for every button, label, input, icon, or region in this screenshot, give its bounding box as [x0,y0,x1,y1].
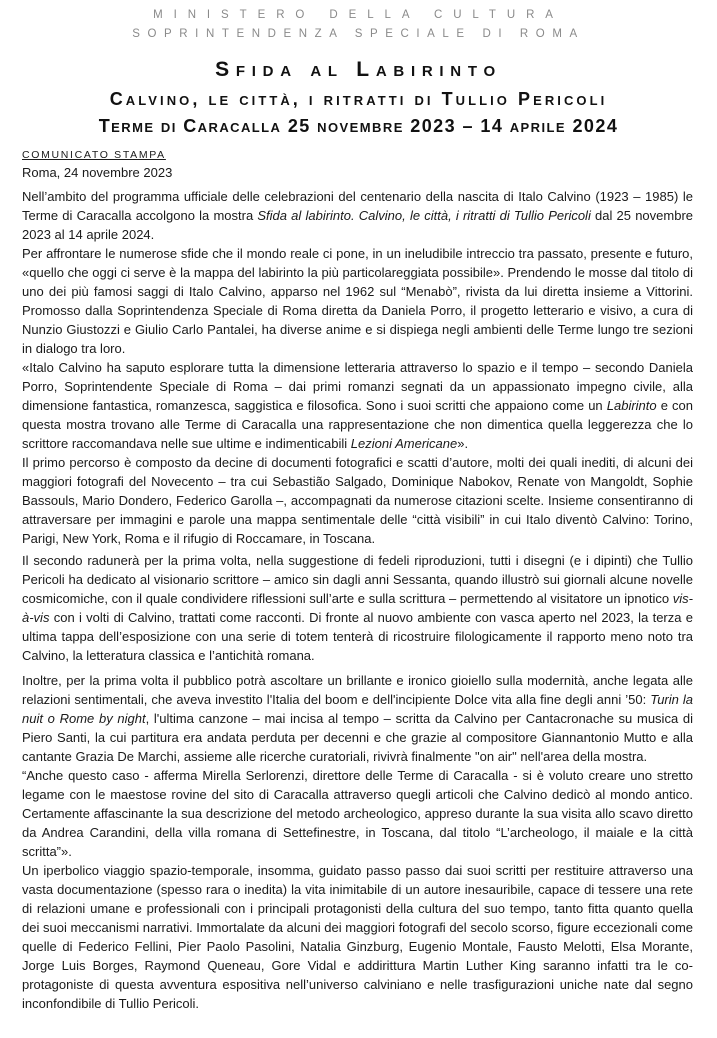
exhibition-title: Sfida al Labirinto [215,58,502,81]
paragraph-text: ». [457,436,469,451]
paragraph-text: , l'ultima canzone – mai incisa al tempo – scritta da Calvino per Cantacronache su musica di Piero Santi, la cui partitura era andata perduta per decenni e che grazie al compositore Giannantonio Mutto e alla cantante Grazia De Marchi, assieme alle ricerche curatoriali, rivivrà finalmente "on air" nell'area della mostra. [22,711,693,764]
italic-vis-a-vis: vis-à-vis [22,591,693,625]
venue-and-dates: Terme di Caracalla 25 novembre 2023 – 14 aprile 2024 [98,116,619,136]
paragraph-text: dal 25 novembre 2023 al 14 aprile 2024. [22,208,694,242]
paragraph-labyrinth-map: Per affrontare le numerose sfide che il mondo reale ci pone, in un ineludibile intreccio tra passato, presente e futuro, «quello che oggi ci serve è la mappa del labirinto la più particolareggiata possibile». Prendendo le mosse dal titolo di uno dei più famosi saggi di Italo Calvino, apparso nel 1962 sul “Menabò”, rivista da lui diretta insieme a Vittorini. Promosso dalla Soprintendenza Speciale di Roma diretta da Daniela Porro, il progetto letterario e visivo, a cura di Nunzio Giustozzi e Giulio Carlo Pantalei, ha diverse anime e si dispiega negli ambienti delle Terme lungo tre sezioni in dialogo tra loro. [22,246,693,356]
paragraph-text: Nell’ambito del programma ufficiale delle celebrazioni del centenario della nascita di Italo Calvino (1923 – 1985) le Terme di Caracalla accolgono la mostra [22,189,693,223]
body-block-2 [22,551,693,665]
paragraph-conclusion: Un iperbolico viaggio spazio-temporale, insomma, guidato passo passo dai suoi scritti per restituire attraverso una vasta documentazione (spesso rara o inedita) la vita inimitabile di un autore inesauribile, capace di tessere una rete di relazioni umane e professionali con i principali protagonisti della cultura del suo tempo, tanto fitta quanto quella dei suoi meccanismi narrativi. Immortalate da alcuni dei maggiori fotografi del secolo scorso, figure eccezionali come quelle di Federico Fellini, Pier Paolo Pasolini, Natalia Ginzburg, Eugenio Montale, Fausto Melotti, Elsa Morante, Jorge Luis Borges, Raymond Queneau, Gore Vidal e addirittura Martin Luther King saranno infatti tra le co-protagoniste di questa avventura espositiva nell’universo calviniano e nelle trasfigurazioni uniche nate dal segno inconfondibile di Tullio Pericoli. [22,863,693,1011]
paragraph-song [22,671,693,766]
office-heading: SOPRINTENDENZA SPECIALE DI ROMA [132,28,585,40]
paragraph-text: Il secondo radunerà per la prima volta, nella suggestione di fedeli riproduzioni, tutti i disegni (e i dipinti) che Tullio Pericoli ha dedicato al visionario scrittore – amico sin dagli anni Sessanta, quando illustrò sui giornali alcune novelle cosmicomiche, con il quale condividere riflessioni sull’arte e sulla scrittura – permettendo al visitatore un ipnotico [22,553,693,606]
press-release-label: COMUNICATO STAMPA [22,149,166,161]
italic-song-title: Turin la nuit o Rome by night [22,692,694,726]
exhibition-subtitle: Calvino, le città, i ritratti di Tullio Pericoli [109,89,608,109]
paragraph-serlorenzi-quote: “Anche questo caso - afferma Mirella Serlorenzi, direttore delle Terme di Caracalla - si è voluto creare uno stretto legame con le maestose rovine del sito di Caracalla attraverso quegli articoli che Calvino dedicò al mondo antico. Certamente affascinante la sua descrizione del metodo archeologico, appreso durante la sua visita allo scavo diretto da Andrea Carandini, della villa romana di Settefinestre, in Toscana, dal titolo “L’archeologo, il maiale e la città scritta”». [22,768,693,859]
paragraph-text: Inoltre, per la prima volta il pubblico potrà ascoltare un brillante e ironico gioiello sulla modernità, anche legata alle relazioni sentimentali, che aveva investito l'Italia del boom e dell'incipiente Dolce vita alla fine degli anni ’50: [22,673,693,707]
paragraph-text: e con questa mostra trovano alle Terme di Caracalla una rappresentazione che non dimentica quella leggerezza che lo scrittore raccomandava nelle sue ultime e indimenticabili [22,398,693,451]
paragraph-second-section [22,551,693,665]
paragraph-text: «Italo Calvino ha saputo esplorare tutta la dimensione letteraria attraverso lo spazio e il tempo – secondo Daniela Porro, Soprintendente Speciale di Roma – dai primi romanzi segnati da un appassionato impegno civile, alla dimensione fantastica, romanzesca, saggistica e filosofica. Sono i suoi scritti che appaiono come un [22,360,693,413]
release-date: Roma, 24 novembre 2023 [22,165,173,180]
paragraph-intro [22,187,693,244]
ministry-heading: MINISTERO DELLA CULTURA [153,9,564,21]
paragraph-porro-quote [22,358,693,453]
exhibition-title-italic: Sfida al labirinto. Calvino, le città, i ritratti di Tullio Pericoli [257,208,591,223]
italic-labirinto: Labirinto [606,398,657,413]
body-block-1 [22,187,693,548]
paragraph-text: con i volti di Calvino, trattati come racconti. Di fronte al nuovo ambiente con vasca aperto nel 2023, la terza e ultima tappa dell’esposizione con una serie di totem tenterà di ricostruire filologicamente il rapporto meno noto tra Calvino, la letteratura classica e l’antichità romana. [22,610,693,663]
paragraph-first-section: Il primo percorso è composto da decine di documenti fotografici e scatti d’autore, molti dei quali inediti, di alcuni dei maggiori fotografi del Novecento – tra cui Sebastião Salgado, Dominique Nabokov, Renate von Mangoldt, Sophie Bassouls, Mario Dondero, Federico Garolla –, accompagnati da numerose citazioni scelte. Insieme consentiranno di attraversare per immagini e parole una mappa sentimentale delle “città visibili” in cui Italo diventò Calvino: Torino, Parigi, New York, Roma e il rifugio di Roccamare, in Toscana. [22,455,693,546]
body-block-3 [22,671,693,1013]
italic-lezioni-americane: Lezioni Americane [350,436,458,451]
